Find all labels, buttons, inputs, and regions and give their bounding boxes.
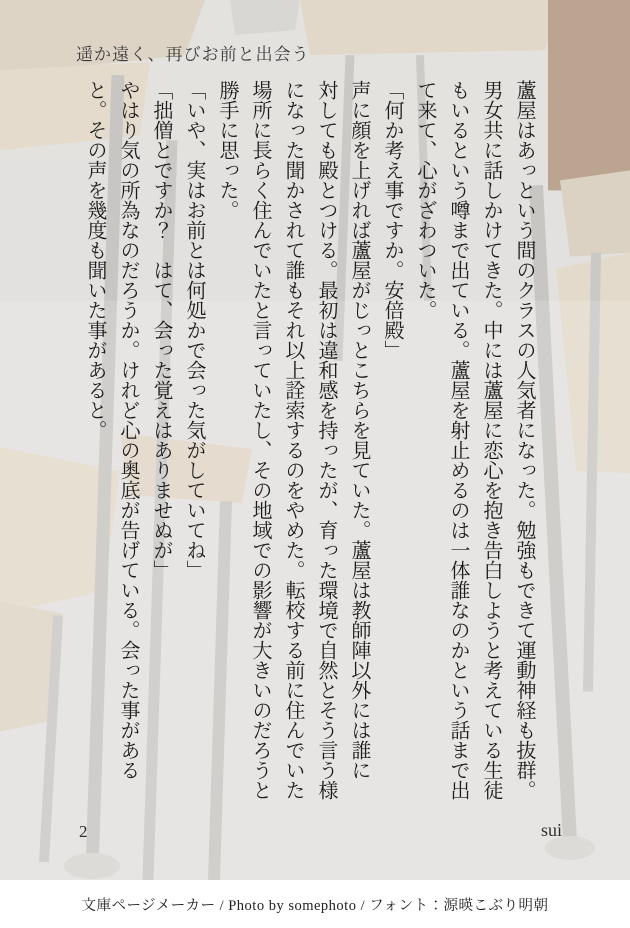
text-column: 「拙僧とですか？ はて、会った覚えはありませぬが」 — [150, 80, 172, 580]
footer-credit-bar — [0, 880, 630, 928]
text-column: と。その声を幾度も聞いた事があると。 — [84, 80, 106, 440]
text-column: 蘆屋はあっという間のクラスの人気者になった。勉強もできて運動神経も抜群。 — [513, 80, 535, 800]
page-number: 2 — [79, 822, 88, 841]
text-column: やはり気の所為なのだろうか。けれど心の奥底が告げている。会った事がある — [117, 80, 139, 780]
author-name: sui — [540, 820, 562, 840]
text-column: もいるという噂まで出ている。蘆屋を射止めるのは一体誰なのかという話まで出 — [447, 80, 469, 800]
text-column: 「いや、実はお前とは何処かで会った気がしていてね」 — [183, 80, 205, 580]
text-column: 場所に長らく住んでいたと言っていたし、その地域での影響が大きいのだろうと — [249, 80, 271, 800]
text-column: になった聞かされて誰もそれ以上詮索するのをやめた。転校する前に住んでいた — [282, 80, 304, 800]
text-column: 対しても殿とつける。最初は違和感を持ったが、育った環境で自然とそう言う様 — [315, 80, 337, 800]
text-column: て来て、心がざわついた。 — [414, 80, 436, 320]
text-column: 男女共に話しかけてきた。中には蘆屋に恋心を抱き告白しようと考えている生徒 — [480, 80, 502, 800]
story-body — [78, 80, 540, 810]
text-column: 勝手に思った。 — [216, 80, 238, 220]
text-column: 声に顔を上げれば蘆屋がじっとこちらを見ていた。蘆屋は教師陣以外には誰に — [348, 80, 370, 780]
footer-credit: 文庫ページメーカー / Photo by somephoto / フォント：源暎こぶり明朝 — [81, 897, 549, 914]
text-column: 「何か考え事ですか。安倍殿」 — [381, 80, 403, 360]
story-title: 遥か遠く、再びお前と出会う — [76, 45, 310, 64]
